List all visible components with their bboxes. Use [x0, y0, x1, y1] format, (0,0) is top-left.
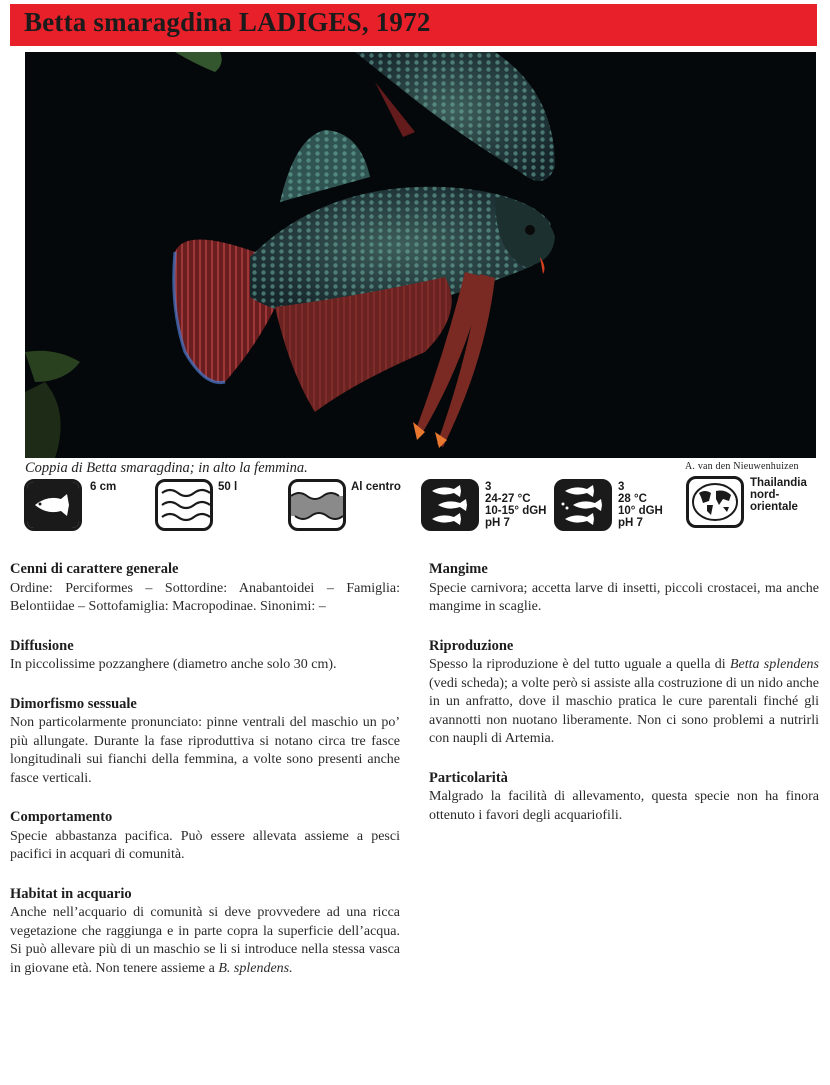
section-habitat: [10, 885, 400, 979]
section-habitat-title: Habitat in acquario: [10, 885, 132, 902]
volume-value: 50 l: [218, 481, 238, 493]
world-map-icon: [686, 476, 744, 528]
section-general-body: Ordine: Perciformes – Sottordine: Anabantoidei – Famiglia: Belontiidae – Sottofamiglia: Macropodinae. Sinonimi: –: [10, 580, 400, 614]
fish-photo: [25, 52, 816, 458]
section-general: [10, 560, 400, 617]
section-distribution-title: Diffusione: [10, 637, 74, 654]
water-params-1: [485, 481, 546, 529]
section-food: [429, 560, 819, 617]
section-distribution: [10, 637, 400, 675]
photo-credit: A. van den Nieuwenhuizen: [685, 461, 799, 472]
section-distribution-body: In piccolissime pozzanghere (diametro anche solo 30 cm).: [10, 657, 337, 672]
fish-size-icon: [24, 479, 82, 531]
section-dimorphism-body: Non particolarmente pronunciato: pinne ventrali del maschio un po’ più allungate. Durante la fase riproduttiva si notano circa tre fasce longitudinali sui fianchi della femmina, a volte sono presenti anche fasce verticali.: [10, 715, 400, 786]
section-habitat-body: [10, 904, 400, 978]
section-notes: [429, 769, 819, 826]
water2-hardness: 10° dGH: [618, 505, 663, 517]
size-value: 6 cm: [90, 481, 117, 493]
region-line1: Thailandia: [750, 477, 807, 489]
water2-ph: pH 7: [618, 517, 643, 529]
section-dimorphism-title: Dimorfismo sessuale: [10, 695, 137, 712]
region-line3: orientale: [750, 501, 798, 513]
right-column: [429, 560, 819, 845]
section-breeding-body: [429, 656, 819, 749]
water1-ph: pH 7: [485, 517, 510, 529]
section-behaviour: [10, 808, 400, 865]
water2-temp: 28 °C: [618, 493, 647, 505]
water2-level: 3: [618, 481, 625, 493]
habitat-species: B. splendens.: [218, 960, 293, 976]
water1-hardness: 10-15° dGH: [485, 505, 547, 517]
region-line2: nord-: [750, 489, 780, 501]
habitat-text: Anche nell’acquario di comunità si deve provvedere ad una ricca vegetazione che raggiunga e in parte copra la superficie dell’acqua. Si può allevare più di un maschio se li si introduce nella stessa vasca in giovane età. Non tenere assieme a: [10, 905, 400, 976]
left-column: [10, 560, 400, 998]
section-food-body: Specie carnivora; accetta larve di insetti, piccoli crostacei, ma anche mangime in scaglie.: [429, 580, 819, 614]
water1-level: 3: [485, 481, 492, 493]
breeding-species: Betta splendens: [729, 657, 819, 672]
section-notes-body: Malgrado la facilità di allevamento, questa specie non ha finora ottenuto i favori degli acquariofili.: [429, 789, 819, 823]
water-params-2: [618, 481, 663, 529]
section-breeding: [429, 637, 819, 749]
breeding-text-end: (vedi scheda); a volte però si assiste alla costruzione di un nido anche in un anfratto, dove il maschio pratica le cure parentali finché gli avannotti non nuotano liberamente. Non ci sono problemi a nutrirli con naupli di Artemia.: [429, 675, 819, 746]
region-text: [750, 477, 807, 513]
water-volume-icon: [155, 479, 213, 531]
breeding-fish-icon: [554, 479, 612, 531]
zone-value: Al centro: [351, 481, 401, 493]
section-dimorphism: [10, 695, 400, 789]
photo-caption: Coppia di Betta smaragdina; in alto la femmina.: [25, 460, 308, 476]
section-food-title: Mangime: [429, 561, 488, 577]
section-general-title: Cenni di carattere generale: [10, 561, 179, 577]
breeding-text-start: Spesso la riproduzione è del tutto uguale a quella di: [429, 657, 726, 672]
section-behaviour-body: Specie abbastanza pacifica. Può essere allevata assieme a pesci pacifici in acquari di comunità.: [10, 828, 400, 862]
section-breeding-title: Riproduzione: [429, 637, 514, 654]
water1-temp: 24-27 °C: [485, 493, 531, 505]
title-bar: [10, 4, 817, 46]
school-of-fish-icon: [421, 479, 479, 531]
section-notes-title: Particolarità: [429, 769, 508, 786]
swimming-zone-icon: [288, 479, 346, 531]
section-behaviour-title: Comportamento: [10, 809, 113, 825]
page-title: Betta smaragdina LADIGES, 1972: [24, 7, 431, 37]
